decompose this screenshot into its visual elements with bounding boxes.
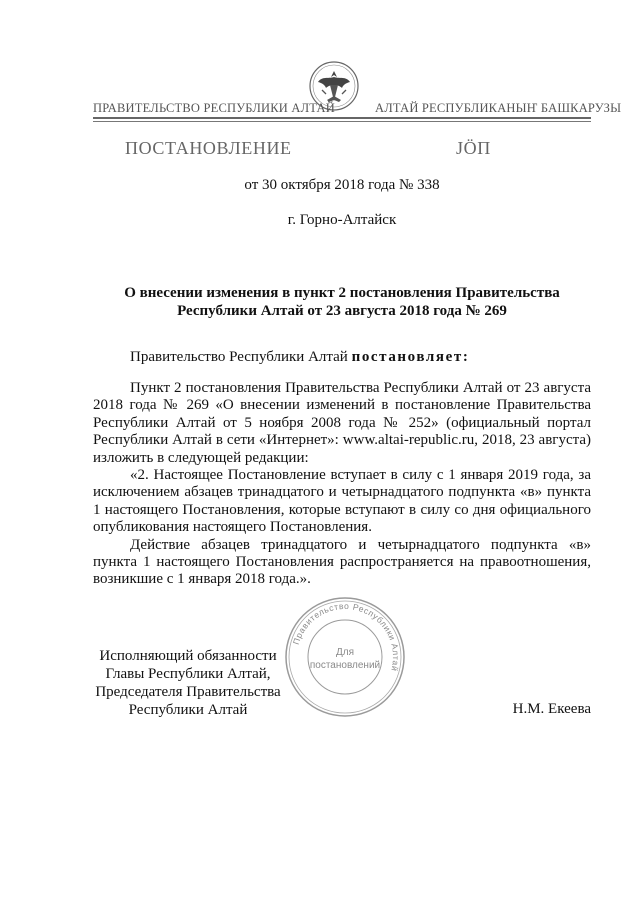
position-line: Главы Республики Алтай, [105,666,271,682]
body-paragraph: Действие абзацев тринадцатого и четырнадцатого подпункта «в» пункта 1 настоящего Постановления распространяется на правоотношения, возникшие с 1 января 2018 года.». [93,536,591,588]
position-line: Председателя Правительства [95,684,281,700]
document-type: ПОСТАНОВЛЕНИЕ [125,138,292,158]
enacting-word: постановляет: [351,349,470,365]
header-rule-thin [93,121,591,122]
signatory-position [93,647,283,719]
document-type-altai: ЈӦП [456,138,491,158]
stamp-center-line: постановлений [309,660,381,671]
enacting-clause [130,349,469,366]
position-line: Исполняющий обязанности [99,648,277,664]
stamp-ring-text: Правительство Республики Алтай [290,600,402,673]
body-paragraph: «2. Настоящее Постановление вступает в силу с 1 января 2019 года, за исключением абзацев тринадцатого и четырнадцатого подпункта «в» пункта 1 настоящего Постановления, которые вступают в силу со дня официального опубликования настоящего Постановления. [93,467,591,536]
title-line: О внесении изменения в пункт 2 постановления Правительства [124,285,560,301]
body-paragraph: Пункт 2 постановления Правительства Республики Алтай от 23 августа 2018 года № 269 «О внесении изменений в постановление Правительства Республики Алтай от 5 ноября 2008 года № 252» (официальный портал Республики Алтай в сети «Интернет»: www.altai-republic.ru, 2018, 23 августа) изложить в следующей редакции: [93,380,591,466]
document-date-number: от 30 октября 2018 года № 338 [244,177,440,193]
title-line: Республики Алтай от 23 августа 2018 года № 269 [177,303,507,319]
document-body [93,380,591,589]
signatory-name: Н.М. Екеева [512,701,591,717]
org-name-altai: АЛТАЙ РЕСПУБЛИКАНЫҤ БАШКАРУЗЫ [375,101,622,115]
document-title [93,284,591,320]
header-rule [93,117,591,119]
org-name-russian: ПРАВИТЕЛЬСТВО РЕСПУБЛИКИ АЛТАЙ [93,101,335,115]
document-city: г. Горно-Алтайск [287,212,397,228]
enacting-prefix: Правительство Республики Алтай [130,349,352,365]
position-line: Республики Алтай [128,702,248,718]
official-stamp [283,595,407,719]
stamp-center-line: Для [335,647,355,658]
